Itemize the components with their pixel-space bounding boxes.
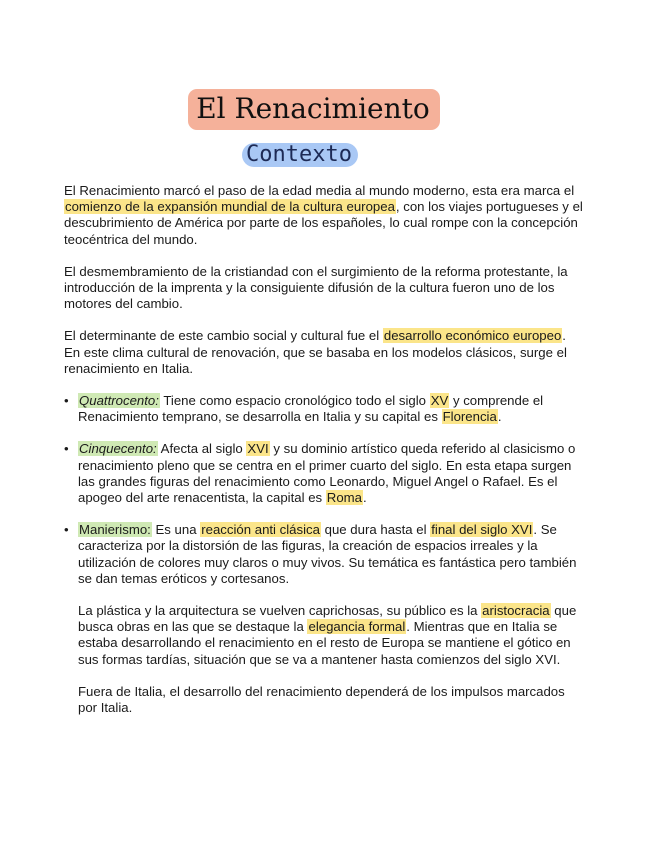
term-highlight: Manierismo: xyxy=(79,522,151,538)
text-segment: Es una xyxy=(151,522,201,538)
text-segment: que dura hasta el xyxy=(320,522,431,538)
highlight: XVI xyxy=(247,441,269,457)
text-segment: El determinante de este cambio social y cultural fue el xyxy=(64,328,383,344)
text-segment: . xyxy=(497,409,502,425)
section-subtitle: Contexto xyxy=(242,143,358,167)
period-list xyxy=(64,393,584,587)
highlight: aristocracia xyxy=(482,603,550,619)
highlight: XV xyxy=(430,393,449,409)
paragraph-reforma: El desmembramiento de la cristiandad con el surgimiento de la reforma protestante, la introducción de la imprenta y la consiguiente difusión de la cultura fueron uno de los motores del cambio. xyxy=(64,263,568,312)
title-container xyxy=(0,89,628,130)
paragraph-desarrollo xyxy=(64,328,584,377)
highlight: desarrollo económico europeo xyxy=(383,328,562,344)
list-item-quattrocento xyxy=(64,393,584,425)
page-title: El Renacimiento xyxy=(188,89,440,130)
term-highlight: Cinquecento: xyxy=(79,441,157,457)
text-segment: . Mientras que en Italia se estaba desarrollando el renacimiento en el resto de Europa se mantiene el gótico en sus formas tardías, situación que se va a mantener hasta comienzos del siglo XVI. xyxy=(78,619,571,667)
text-segment: . xyxy=(362,490,367,506)
list-item-cinquecento xyxy=(64,441,584,506)
paragraph-intro xyxy=(64,183,584,248)
text-segment: La plástica y la arquitectura se vuelven caprichosas, su público es la xyxy=(78,603,482,619)
subtitle-container xyxy=(0,143,600,167)
text-segment: , con los viajes portugueses y el descubrimiento de América por parte de los españoles, lo cual rompe con la concepción teocéntrica del mundo. xyxy=(64,199,583,247)
list-item-manierismo xyxy=(64,522,584,587)
paragraph-plastica xyxy=(64,603,584,668)
text-segment: y comprende el Renacimiento temprano, se desarrolla en Italia y su capital es xyxy=(78,393,544,425)
text-segment: . Se caracteriza por la distorsión de las figuras, la creación de espacios irreales y la utilización de colores muy claros o muy vivos. Su temática es fantástica pero también se dan temas eróticos y cortesanos. xyxy=(78,522,577,586)
text-segment: que busca obras en las que se destaque la xyxy=(78,603,577,635)
highlight: elegancia formal xyxy=(308,619,406,635)
paragraph-fuera-italia: Fuera de Italia, el desarrollo del renacimiento dependerá de los impulsos marcados por Italia. xyxy=(78,683,565,716)
text-segment: . En este clima cultural de renovación, que se basaba en los modelos clásicos, surge el renacimiento en Italia. xyxy=(64,328,567,376)
highlight: final del siglo XVI xyxy=(431,522,533,538)
text-segment: El Renacimiento marcó el paso de la edad media al mundo moderno, esta era marca el xyxy=(64,183,575,198)
term-highlight: Quattrocento: xyxy=(79,393,159,409)
document-body xyxy=(64,183,584,732)
highlight: Roma xyxy=(326,490,362,506)
highlight: Florencia xyxy=(442,409,497,425)
highlight: reacción anti clásica xyxy=(201,522,320,538)
text-segment: Afecta al siglo xyxy=(157,441,247,457)
text-segment: Tiene como espacio cronológico todo el siglo xyxy=(159,393,430,409)
text-segment: y su dominio artístico queda referido al clasicismo o renacimiento pleno que se centra en el primer cuarto del siglo. En esta etapa surgen las grandes figuras del renacimiento como Leonardo, Miguel Angel o Rafael. Es el apogeo del arte renacentista, la capital es xyxy=(78,441,576,506)
highlight: comienzo de la expansión mundial de la cultura europea xyxy=(65,199,395,215)
